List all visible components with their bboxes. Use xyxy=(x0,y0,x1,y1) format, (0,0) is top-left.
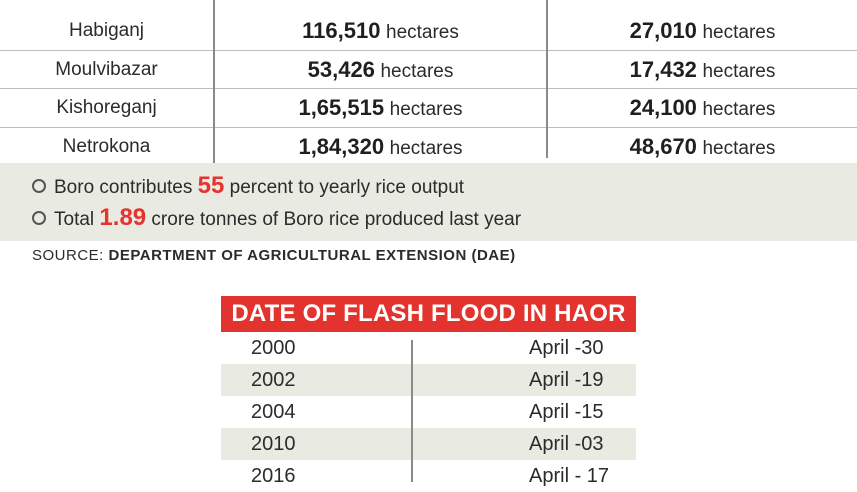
area-damaged: 17,432 hectares xyxy=(629,57,776,82)
table-row xyxy=(221,396,636,428)
area-total: 1,65,515 hectares xyxy=(298,95,463,120)
fact-item: Boro contributes 55 percent to yearly rice output xyxy=(32,170,464,202)
circle-bullet-icon xyxy=(32,211,46,225)
area-total: 1,84,320 hectares xyxy=(298,134,463,159)
flood-year: 2016 xyxy=(251,465,296,487)
table-row xyxy=(221,364,636,396)
flood-year: 2000 xyxy=(251,337,296,359)
fact-item: Total 1.89 crore tonnes of Boro rice produced last year xyxy=(32,202,521,234)
column-divider xyxy=(213,0,215,163)
flood-year: 2010 xyxy=(251,433,296,455)
district-table xyxy=(0,0,857,163)
flood-table-title: DATE OF FLASH FLOOD IN HAOR xyxy=(221,296,636,332)
flood-date: April -03 xyxy=(529,433,604,455)
area-damaged: 27,010 hectares xyxy=(629,18,776,43)
area-damaged: 24,100 hectares xyxy=(629,95,776,120)
flood-date: April - 17 xyxy=(529,465,610,487)
highlight-value: 55 xyxy=(197,172,225,199)
column-divider xyxy=(411,340,413,482)
area-damaged: 48,670 hectares xyxy=(629,134,776,159)
column-divider xyxy=(546,0,548,158)
flood-date: April -19 xyxy=(529,369,604,391)
district-name: Netrokona xyxy=(62,136,151,157)
flood-date: April -15 xyxy=(529,401,604,423)
flood-date: April -30 xyxy=(529,337,604,359)
flood-year: 2002 xyxy=(251,369,296,391)
table-row xyxy=(221,332,636,364)
district-name: Moulvibazar xyxy=(55,59,158,80)
circle-bullet-icon xyxy=(32,179,46,193)
table-row xyxy=(0,89,857,127)
district-name: Kishoreganj xyxy=(56,97,157,118)
row-divider xyxy=(0,127,857,128)
flood-year: 2004 xyxy=(251,401,296,423)
area-total: 53,426 hectares xyxy=(307,57,454,82)
facts-band xyxy=(0,163,857,241)
table-row xyxy=(0,12,857,50)
flood-date-table xyxy=(221,296,636,492)
district-name: Habiganj xyxy=(69,20,144,41)
source-line xyxy=(32,247,516,264)
row-divider xyxy=(0,50,857,51)
source-label: SOURCE: xyxy=(32,247,104,264)
table-row xyxy=(0,128,857,166)
source-text: DEPARTMENT OF AGRICULTURAL EXTENSION (DAE) xyxy=(108,247,516,264)
highlight-value: 1.89 xyxy=(99,204,147,231)
table-row xyxy=(0,51,857,89)
area-total: 116,510 hectares xyxy=(302,18,459,43)
table-row xyxy=(221,460,636,492)
row-divider xyxy=(0,88,857,89)
table-row xyxy=(221,428,636,460)
